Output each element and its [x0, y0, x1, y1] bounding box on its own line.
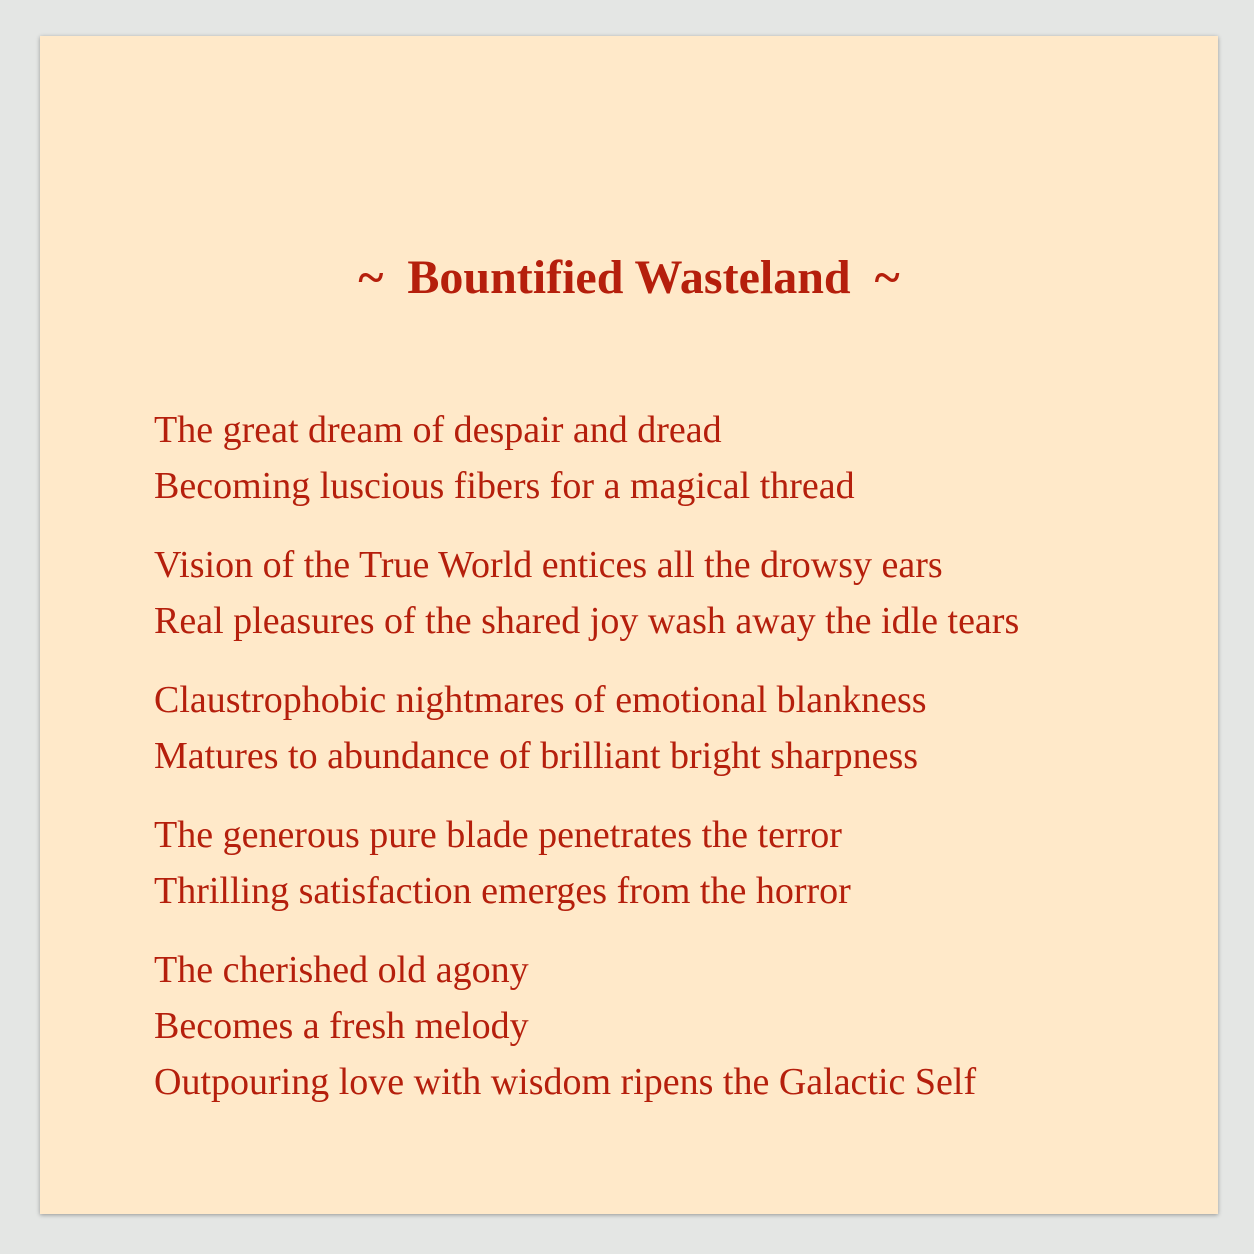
stanza-5: [154, 942, 1204, 1110]
poem-line: Becomes a fresh melody: [154, 1005, 529, 1047]
poem-line: The cherished old agony: [154, 949, 529, 991]
title-tilde-left: ~: [358, 251, 384, 304]
poem-title: [40, 248, 1218, 308]
poem-line: Claustrophobic nightmares of emotional blankness: [154, 679, 927, 721]
poem-line: Outpouring love with wisdom ripens the Galactic Self: [154, 1061, 977, 1103]
stanza-3: [154, 672, 1204, 784]
title-text: Bountified Wasteland: [407, 251, 851, 304]
poem-line: Becoming luscious fibers for a magical thread: [154, 465, 855, 507]
poem-line: Matures to abundance of brilliant bright sharpness: [154, 735, 919, 777]
poem-line: Thrilling satisfaction emerges from the horror: [154, 870, 851, 912]
stanza-1: [154, 402, 1204, 514]
poem-line: The great dream of despair and dread: [154, 409, 722, 451]
poem-line: The generous pure blade penetrates the terror: [154, 814, 842, 856]
title-tilde-right: ~: [874, 251, 900, 304]
poem-body: [154, 402, 1204, 1133]
poem-line: Real pleasures of the shared joy wash away the idle tears: [154, 600, 1020, 642]
poem-line: Vision of the True World entices all the drowsy ears: [154, 544, 943, 586]
stanza-4: [154, 807, 1204, 919]
poem-card: [40, 36, 1218, 1214]
stanza-2: [154, 537, 1204, 649]
